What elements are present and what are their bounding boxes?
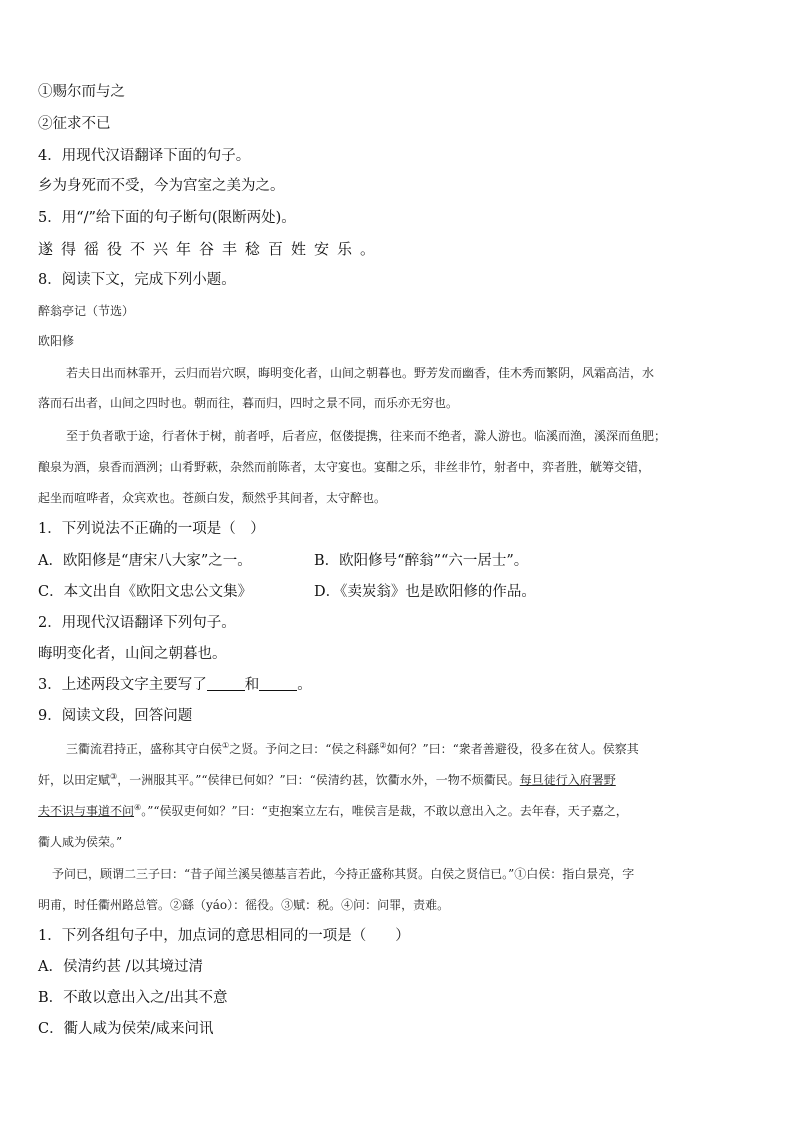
passage-line [38, 801, 628, 821]
underlined-text: 每旦徒行入府署野 [519, 773, 616, 787]
passage-line: 衢人咸为侯荣。” [38, 835, 123, 849]
text-line: ②征求不已 [38, 116, 111, 132]
passage-line: 若夫日出而林霏开，云归而岩穴暝，晦明变化者，山间之朝暮也。野芳发而幽香，佳木秀而繁阴，风霜高洁，水 [66, 366, 655, 380]
passage-text: 。”“侯驭吏何如？”曰：“吏抱案立左右，唯侯言是裁，不敢以意出入之。去年春，天子嘉之， [141, 804, 628, 818]
option-a: A．侯清约甚 /以其境过清 [38, 959, 203, 975]
answer-blank[interactable] [259, 676, 297, 691]
option-d [314, 582, 536, 602]
passage-line: 酿泉为酒，泉香而酒洌；山肴野蔌，杂然而前陈者，太守宴也。宴酣之乐，非丝非竹，射者中，弈者胜，觥筹交错， [38, 460, 651, 474]
passage-line [66, 739, 639, 759]
option-text: B．欧阳修号“醉翁”“六一居士”。 [314, 553, 529, 569]
passage-text: 三衢流君持正，盛称其守白侯 [66, 742, 223, 756]
passage-text: 奸，以田定赋 [38, 773, 111, 787]
passage-line: 起坐而喧哗者，众宾欢也。苍颜白发，颓然乎其间者，太守醉也。 [38, 491, 387, 505]
passage-line: 落而石出者，山间之四时也。朝而往，暮而归，四时之景不同，而乐亦无穷也。 [38, 396, 459, 410]
text-line: 遂得徭役不兴年谷丰稔百姓安乐。 [38, 240, 384, 258]
question-heading: 1．下列说法不正确的一项是（ ） [38, 521, 265, 537]
option-text: C．本文出自《欧阳文忠公文集》 [38, 584, 253, 600]
question-heading: 1．下列各组句子中，加点词的意思相同的一项是（ ） [38, 928, 410, 944]
passage-text: ，一洲服其平。”“侯律已何如？”曰：“侯清约甚，饮衢水外，一物不烦衢民。 [117, 773, 520, 787]
footnote-marker: ① [222, 741, 230, 750]
question-heading: 9．阅读文段，回答问题 [38, 708, 193, 724]
fill-in-question [38, 675, 312, 695]
option-b [314, 551, 528, 571]
footnotes: 明甫，时任衢州路总管。②繇（yáo）：徭役。③赋：税。④问：问罪，责难。 [38, 898, 450, 912]
footnote-marker: ③ [110, 772, 118, 781]
passage-line [38, 770, 616, 790]
question-text: 和 [244, 677, 260, 693]
passage-text: 如何？”曰：“衆者善避役，役多在贫人。侯察其 [386, 742, 639, 756]
question-text: 3．上述两段文字主要写了 [38, 677, 207, 693]
passage-author: 欧阳修 [38, 334, 75, 348]
passage-line: 予问已，顾谓二三子曰：“昔子闻兰溪吴德基言若此，今持正盛称其贤。白侯之贤信已。”①白侯：指白景亮，字 [52, 867, 635, 881]
question-heading: 4．用现代汉语翻译下面的句子。 [38, 148, 251, 164]
option-c [38, 582, 252, 602]
question-heading: 5．用“/”给下面的句子断句(限断两处)。 [38, 210, 296, 226]
question-heading: 2．用现代汉语翻译下列句子。 [38, 615, 236, 631]
text-line: 乡为身死而不受，今为宫室之美为之。 [38, 178, 285, 194]
underlined-text: 夫不识与事道不问 [38, 804, 135, 818]
option-c: C．衢人咸为侯荣/咸来问讯 [38, 1021, 214, 1037]
text-line: 晦明变化者，山间之朝暮也。 [38, 646, 227, 662]
option-text: A．欧阳修是“唐宋八大家”之一。 [38, 553, 252, 569]
answer-blank[interactable] [207, 676, 245, 691]
option-text: D．《卖炭翁》也是欧阳修的作品。 [314, 584, 536, 600]
passage-title: 醉翁亭记（节选） [38, 304, 135, 318]
question-text: 。 [297, 677, 312, 693]
footnote-marker: ② [379, 741, 387, 750]
footnote-marker: ④ [134, 803, 142, 812]
option-b: B．不敢以意出入之/出其不意 [38, 990, 228, 1006]
passage-line: 至于负者歌于途，行者休于树，前者呼，后者应，伛偻提携，往来而不绝者，滁人游也。临溪而渔，溪深而鱼肥； [66, 429, 667, 443]
option-a [38, 551, 252, 571]
text-line: ①赐尔而与之 [38, 84, 125, 100]
question-heading: 8．阅读下文，完成下列小题。 [38, 272, 236, 288]
passage-text: 之贤。予问之曰：“侯之科繇 [229, 742, 380, 756]
